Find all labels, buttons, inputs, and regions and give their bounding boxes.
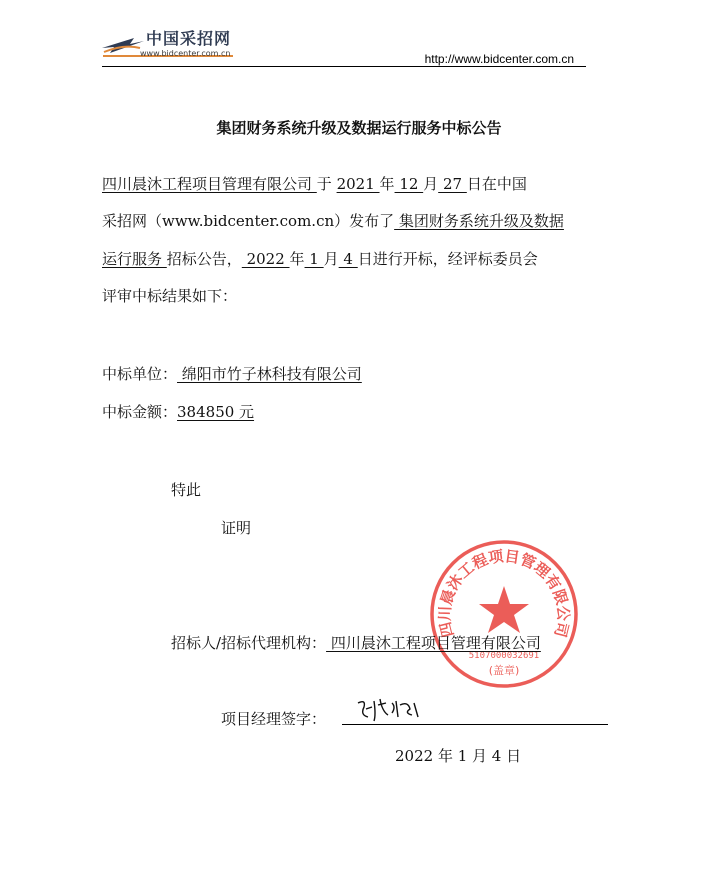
open-year: 2022 (241, 250, 290, 268)
notice-year: 2021 (336, 175, 380, 193)
winner-label: 中标单位： (102, 365, 178, 383)
signature-line (342, 724, 608, 725)
closing-special: 特此 (171, 481, 202, 499)
signoff-date: 2022 年 1 月 4 日 (395, 747, 522, 765)
svg-text:5107000032691: 5107000032691 (468, 651, 540, 661)
manager-label: 项目经理签字： (221, 710, 327, 728)
agency-name: 四川晨沐工程项目管理有限公司 (102, 175, 317, 193)
official-seal-icon (428, 538, 580, 690)
page-title: 集团财务系统升级及数据运行服务中标公告 (216, 119, 502, 137)
handwritten-signature-icon (352, 695, 432, 725)
svg-text:(盖章): (盖章) (488, 664, 520, 677)
notice-month: 12 (394, 175, 424, 193)
closing-proof: 证明 (221, 519, 252, 537)
winner-row (102, 364, 362, 384)
body-line-4: 评审中标结果如下： (102, 287, 238, 305)
header-url-link[interactable]: http://www.bidcenter.com.cn (424, 52, 574, 66)
amount-row (102, 402, 254, 422)
amount-label: 中标金额： (102, 403, 178, 421)
winner-name: 绵阳市竹子林科技有限公司 (177, 365, 362, 383)
body-line-3: 运行服务 招标公告， 2022 年 1 月 4 日进行开标，经评标委员会 (102, 250, 538, 268)
body-line-1: 四川晨沐工程项目管理有限公司 于 2021 年 12 月 27 日在中国 (102, 175, 527, 193)
agency-signoff-label: 招标人/招标代理机构： (171, 634, 327, 652)
project-name-part1: 集团财务系统升级及数据 (394, 212, 564, 230)
agency-signoff-name: 四川晨沐工程项目管理有限公司 (326, 634, 541, 652)
open-day: 4 (338, 250, 358, 268)
open-month: 1 (304, 250, 324, 268)
logo-url: www.bidcenter.com.cn (140, 49, 231, 58)
header-divider (102, 66, 586, 67)
amount-value: 384850 元 (177, 403, 255, 421)
svg-text:四川晨沐工程项目管理有限公司: 四川晨沐工程项目管理有限公司 (435, 547, 573, 640)
body-line-2: 采招网（www.bidcenter.com.cn）发布了 集团财务系统升级及数据 (102, 212, 564, 230)
logo-title: 中国采招网 (146, 29, 232, 48)
notice-day: 27 (438, 175, 467, 193)
agency-signoff-row (171, 633, 541, 653)
project-name-part2: 运行服务 (102, 250, 167, 268)
